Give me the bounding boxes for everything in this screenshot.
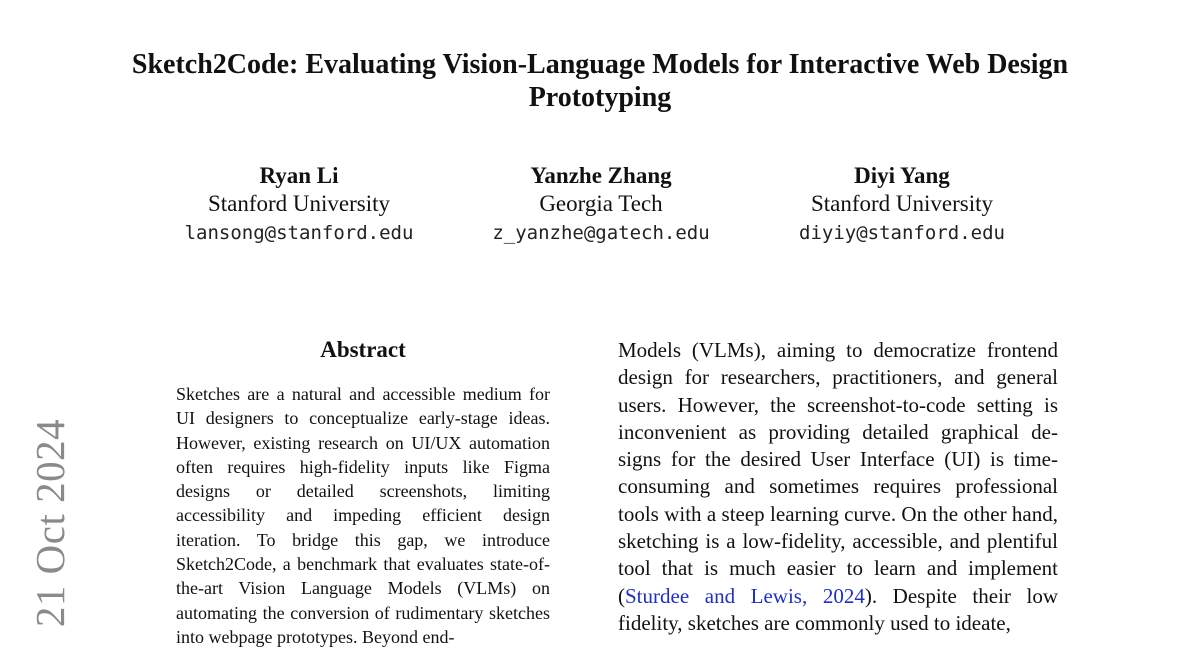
arxiv-date-stamp [28, 420, 72, 626]
intro-text-after-citation: ). Despite their low fidelity, sketches are commonly used to ideate, [618, 583, 1059, 635]
author-email[interactable]: z_yanzhe@gatech.edu [492, 222, 710, 244]
author-block [0, 162, 1200, 252]
author-affiliation: Stanford University [207, 191, 391, 216]
abstract-text: Sketches are a natural and accessible medium for UI designers to conceptualize early-stage ideas. However, existing research on UI/UX automation often requires high-fidelity inputs like Figma designs or detailed screenshots, limiting accessibility and impeding efficient design iteration. To bridge this gap, we introduce Sketch2Code, a benchmark that evaluates state-of-the-art Vision Language Models (VLMs) on automating the conversion of rudimentary sketches into webpage prototypes. Beyond end- [176, 384, 550, 647]
author-1 [149, 162, 449, 248]
intro-text-before-citation: Models (VLMs), aiming to democratize frontend design for researchers, practitioners, and general users. However, the screenshot-to-code setting is inconvenient as providing detailed graphical designs for the desired User Interface (UI) is time-consuming and sometimes requires professional tools with a steep learning curve. On the other hand, sketching is a low-fidelity, accessible, and plentiful tool that is much easier to learn and implement ( [618, 338, 1058, 608]
author-email[interactable]: lansong@stanford.edu [184, 222, 414, 244]
author-affiliation: Stanford University [810, 191, 994, 216]
abstract-section [176, 336, 550, 649]
abstract-heading: Abstract [320, 337, 406, 362]
author-3 [752, 162, 1052, 248]
citation-separator: , [801, 583, 823, 608]
author-affiliation: Georgia Tech [539, 191, 663, 216]
author-email[interactable]: diyiy@stanford.edu [799, 222, 1005, 244]
citation-link[interactable] [625, 584, 865, 608]
introduction-paragraph [618, 337, 1058, 637]
introduction-column [618, 337, 1058, 637]
author-name: Ryan Li [259, 163, 339, 188]
citation-author: Sturdee and Lewis [625, 583, 802, 608]
paper-title: Sketch2Code: Evaluating Vision-Language Models for Interactive Web Design Prototyping [131, 49, 1069, 113]
author-name: Diyi Yang [854, 163, 950, 188]
citation-year: 2024 [822, 583, 865, 608]
author-2 [451, 162, 751, 248]
arxiv-date-text: 21 Oct 2024 [27, 418, 73, 628]
author-name: Yanzhe Zhang [530, 163, 672, 188]
